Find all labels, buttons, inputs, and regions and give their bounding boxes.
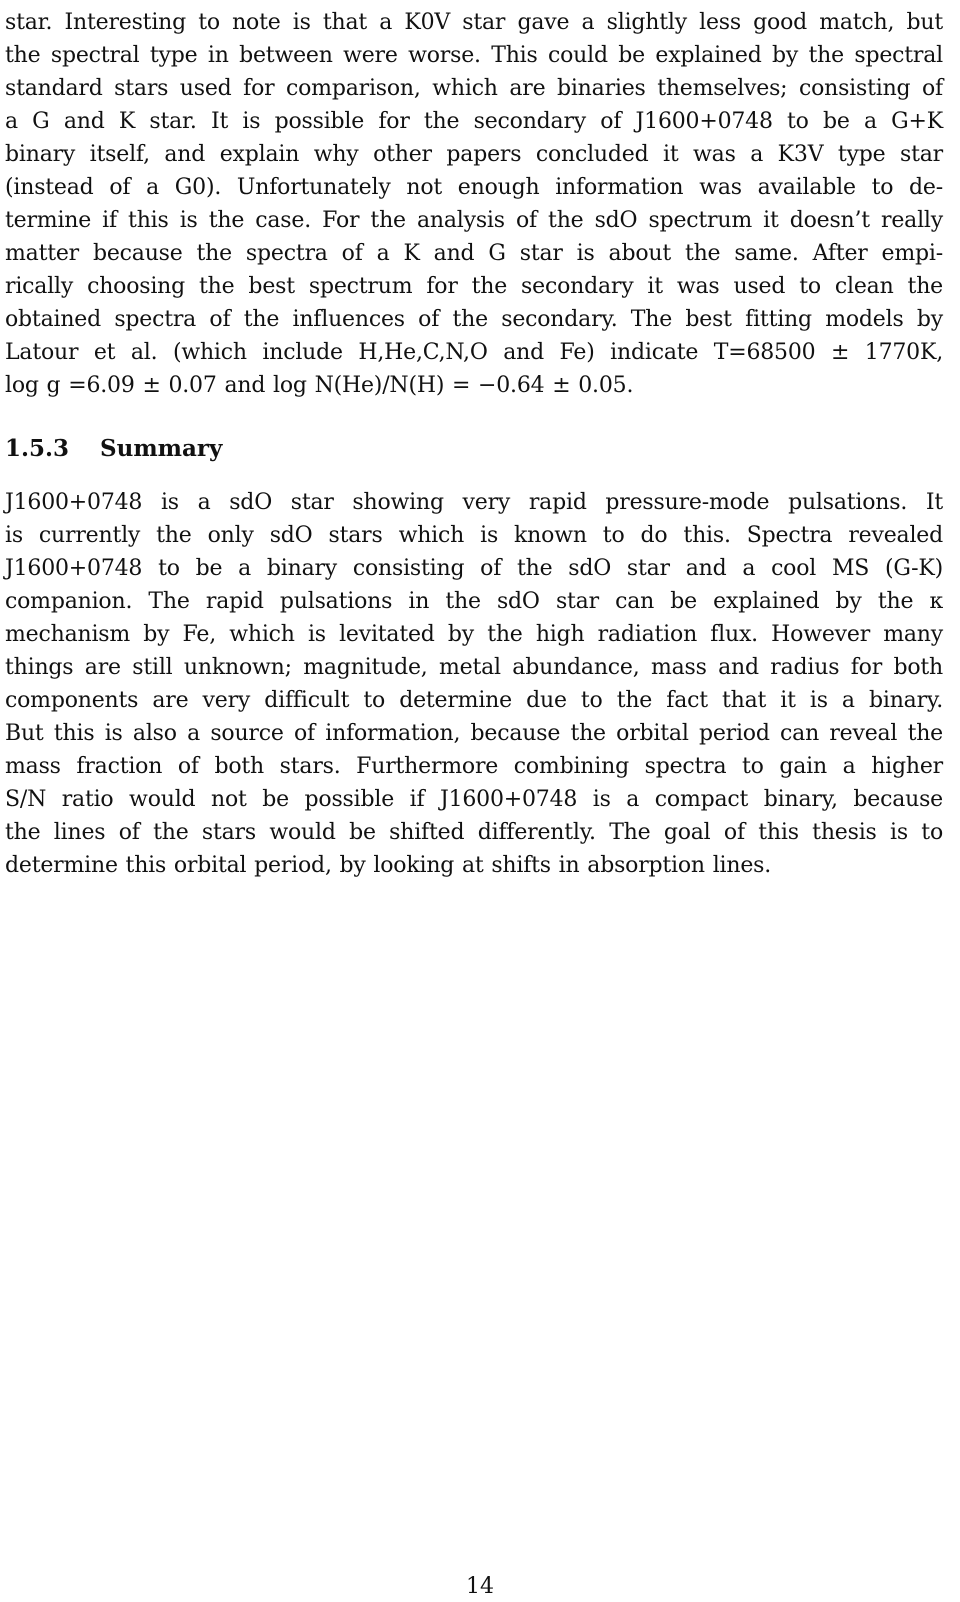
text-line: the lines of the stars would be shifted differently. The goal of this thesis is to bbox=[5, 820, 943, 845]
text-line: is currently the only sdO stars which is known to do this. Spectra revealed bbox=[5, 523, 943, 548]
text-line: star. Interesting to note is that a K0V star gave a slightly less good match, but bbox=[5, 10, 943, 35]
text-line: mechanism by Fe, which is levitated by the high radiation flux. However many bbox=[5, 622, 943, 647]
text-line: a G and K star. It is possible for the secondary of J1600+0748 to be a G+K bbox=[5, 109, 943, 134]
document-page bbox=[5, 0, 943, 1600]
text-line: S/N ratio would not be possible if J1600+0748 is a compact binary, because bbox=[5, 787, 943, 812]
text-line: things are still unknown; magnitude, metal abundance, mass and radius for both bbox=[5, 655, 943, 680]
text-line: standard stars used for comparison, which are binaries themselves; consisting of bbox=[5, 76, 943, 101]
page-number: 14 bbox=[466, 1574, 494, 1599]
text-line: (instead of a G0). Unfortunately not enough information was available to de- bbox=[5, 175, 943, 200]
body-paragraph-spectral-analysis bbox=[5, 6, 943, 402]
text-line: J1600+0748 is a sdO star showing very rapid pressure-mode pulsations. It bbox=[5, 490, 943, 515]
text-line: Latour et al. (which include H,He,C,N,O and Fe) indicate T=68500 ± 1770K, bbox=[5, 340, 943, 365]
text-line: matter because the spectra of a K and G star is about the same. After empi- bbox=[5, 241, 943, 266]
text-line: components are very difficult to determine due to the fact that it is a binary. bbox=[5, 688, 943, 713]
section-number: 1.5.3 bbox=[5, 435, 70, 462]
text-line: log g =6.09 ± 0.07 and log N(He)/N(H) = −0.64 ± 0.05. bbox=[5, 373, 634, 398]
text-line: companion. The rapid pulsations in the sdO star can be explained by the κ bbox=[5, 589, 943, 614]
text-line: determine this orbital period, by looking at shifts in absorption lines. bbox=[5, 853, 772, 878]
text-line: the spectral type in between were worse. This could be explained by the spectral bbox=[5, 43, 943, 68]
section-title: Summary bbox=[100, 435, 223, 462]
text-line: binary itself, and explain why other papers concluded it was a K3V type star bbox=[5, 142, 943, 167]
text-line: rically choosing the best spectrum for the secondary it was used to clean the bbox=[5, 274, 943, 299]
text-line: termine if this is the case. For the analysis of the sdO spectrum it doesn’t really bbox=[5, 208, 943, 233]
text-line: J1600+0748 to be a binary consisting of the sdO star and a cool MS (G-K) bbox=[5, 556, 943, 581]
text-line: obtained spectra of the influences of the secondary. The best fitting models by bbox=[5, 307, 943, 332]
body-paragraph-summary bbox=[5, 486, 943, 882]
section-heading bbox=[5, 429, 943, 469]
text-line: But this is also a source of information, because the orbital period can reveal the bbox=[5, 721, 943, 746]
text-line: mass fraction of both stars. Furthermore combining spectra to gain a higher bbox=[5, 754, 943, 779]
